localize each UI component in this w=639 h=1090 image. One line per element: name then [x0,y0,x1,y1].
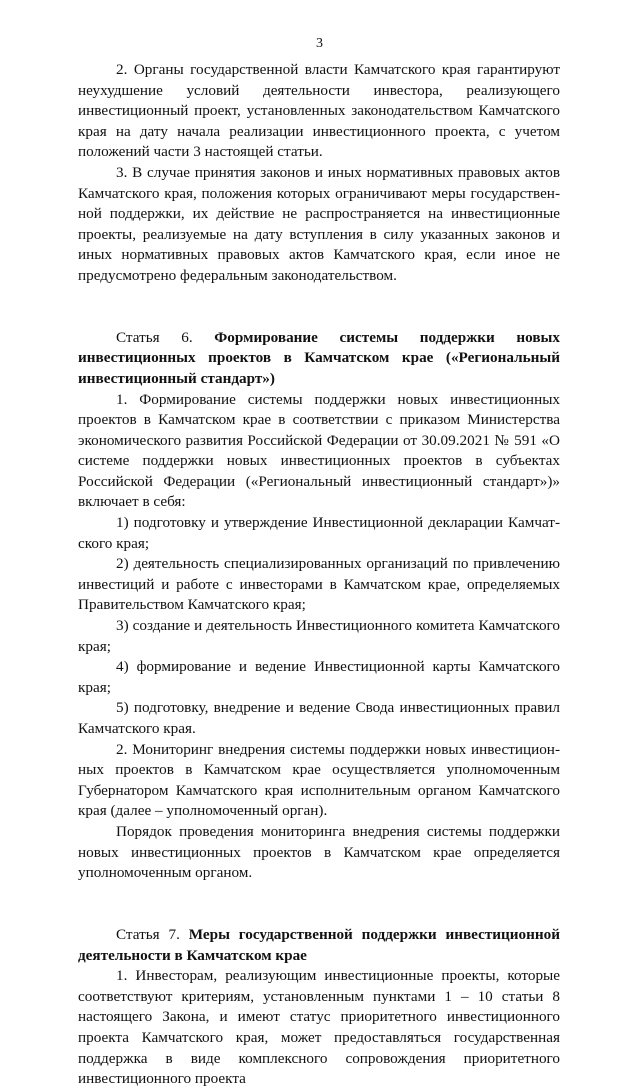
paragraph-b3: 2) деятельность специализированных организаций по привлечению инвестиций и работе с инвесторами в Камчатском крае, определяемых Правительством Камчатского края; [78,555,560,614]
article-6-heading [78,328,560,390]
document-body [78,60,560,1090]
paragraph-b7: 2. Мониторинг внедрения системы поддержки новых инвестиционных проектов в Камчатском крае осуществляется уполномоченным Губернатором Камчатского края исполнительным органом Камчатского края (далее – уполномоченный орган). [78,740,560,820]
paragraph-a1: 2. Органы государственной власти Камчатского края гарантируют неухудшение условий деятельности инвестора, реализующего инвестиционный проект, установленных законодательством Камчатского края на дату начала реализации инвестиционного проекта, с учетом положений части 3 настоящей статьи. [78,61,560,161]
paragraph-b5: 4) формирование и ведение Инвестиционной карты Камчатского края; [78,658,560,696]
paragraph-a2: 3. В случае принятия законов и иных нормативных правовых актов Камчатского края, положения которых ограничивают меры государственной поддержки, их действие не распространяется на инвестиционные проекты, реализуемые на дату вступления в силу указанных законов и иных нормативных правовых актов Камчатского края, если иное не предусмотрено федеральным законодательством. [78,163,560,284]
article-7-prefix: Статья 7. [116,925,189,943]
paragraph-b8: Порядок проведения мониторинга внедрения системы поддержки новых инвестиционных проектов в Камчатском крае определяется уполномоченным органом. [78,822,560,882]
paragraph-b1: 1. Формирование системы поддержки новых инвестиционных проектов в Камчатском крае в соответствии с приказом Министерства экономического развития Российской Федерации от 30.09.2021 № 591 «О системе поддержки новых инвестиционных проектов в субъектах Российской Федерации («Региональный инвестиционный стандарт»)» включает в себя: [78,390,560,511]
article-6-prefix: Статья 6. [116,328,215,346]
article-7-title: Меры государственной поддержки инвестиционной деятельности в Камчатском крае [78,925,560,964]
paragraph-b6: 5) подготовку, внедрение и ведение Свода инвестиционных правил Камчатского края. [78,699,560,737]
article-6-title: Формирование системы поддержки новых инвестиционных проектов в Камчатском крае («Региональный инвестиционный стандарт») [78,328,560,387]
paragraph-c1: 1. Инвесторам, реализующим инвестиционные проекты, которые соответствуют критериям, установленным пунктами 1 – 10 статьи 8 настоящего Закона, и имеют статус приоритетного инвестиционного проекта Камчатского края, может предоставляться государственная поддержка в виде комплексного сопровождения приоритетного инвестиционного проекта [78,967,560,1088]
paragraph-b2: 1) подготовку и утверждение Инвестиционной декларации Камчатского края; [78,514,560,552]
page-number: 3 [316,36,323,51]
paragraph-b4: 3) создание и деятельность Инвестиционного комитета Камчатского края; [78,617,560,655]
article-7-heading [78,925,560,966]
